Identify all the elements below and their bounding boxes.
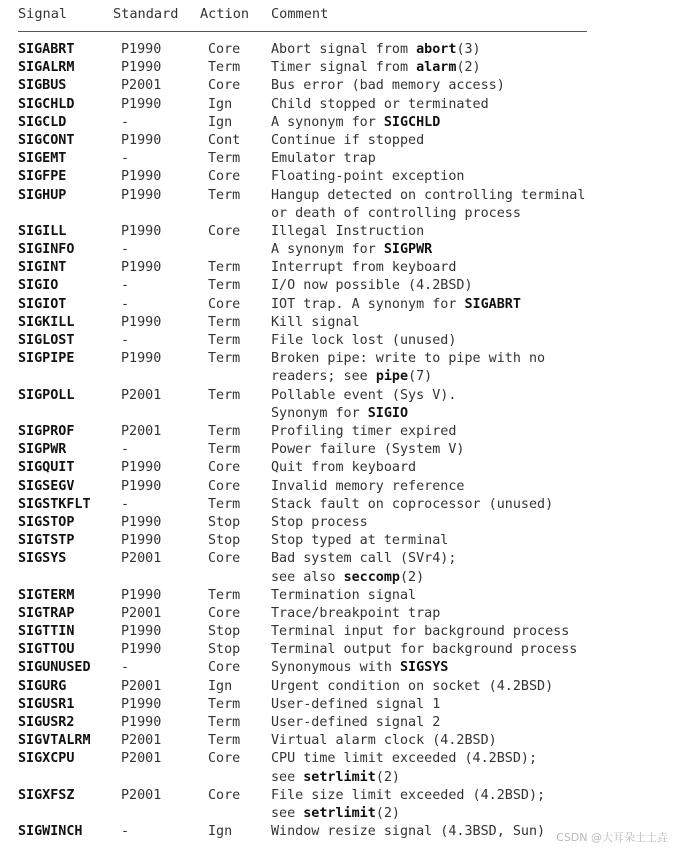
signal-name: SIGPROF [18,423,75,439]
action-cell: Term [208,333,241,349]
signal-name: SIGQUIT [18,460,75,476]
standard-cell: P1990 [121,533,162,549]
comment-text: Trace/breakpoint trap [271,605,441,621]
signal-name: SIGWINCH [18,824,83,840]
comment-text: Pollable event (Sys V). Synonym for [271,387,457,421]
comment-text: Stop process [271,514,368,530]
action-cell: Stop [208,514,241,530]
signal-name: SIGPOLL [18,387,75,403]
standard-cell: P1990 [121,696,162,712]
signal-name: SIGLOST [18,333,75,349]
action-cell: Core [208,78,241,94]
standard-cell: - [121,660,130,676]
table-row [0,623,676,641]
comment-cell [271,659,448,677]
standard-cell: - [121,278,130,294]
table-row [0,659,676,677]
standard-cell: - [121,151,130,167]
comment-cell [271,387,456,423]
table-row [0,532,676,550]
signal-name: SIGUSR1 [18,696,75,712]
standard-cell: P2001 [121,387,162,403]
table-row [0,241,676,259]
signal-name: SIGIOT [18,296,67,312]
table-row [0,496,676,514]
action-cell: Core [208,605,241,621]
standard-cell: P1990 [121,587,162,603]
standard-cell: P2001 [121,678,162,694]
signal-name: SIGTSTP [18,533,75,549]
comment-emphasis: abort [416,42,457,57]
comment-cell [271,787,545,823]
standard-cell: P2001 [121,605,162,621]
comment-cell [271,459,416,477]
comment-cell [271,350,545,386]
table-row [0,187,676,223]
signal-name: SIGUNUSED [18,660,91,676]
comment-cell [271,496,553,514]
comment-cell [271,314,360,332]
signal-name: SIGALRM [18,60,75,76]
header-signal: Signal [18,6,68,22]
table-row [0,732,676,750]
comment-text: A synonym for [271,114,384,130]
header-comment: Comment [271,6,329,22]
action-cell: Core [208,460,241,476]
comment-cell [271,623,569,641]
action-cell: Core [208,787,241,803]
table-row [0,77,676,95]
signal-name: SIGSTOP [18,514,75,530]
table-row [0,714,676,732]
comment-cell [271,296,521,314]
comment-cell [271,423,456,441]
comment-cell [271,823,545,841]
comment-text: Hangup detected on controlling terminal or death of controlling process [271,187,586,221]
signal-name: SIGTTIN [18,624,75,640]
standard-cell: P2001 [121,78,162,94]
table-row [0,168,676,186]
comment-text: Interrupt from keyboard [271,260,457,276]
comment-text: Bad system call (SVr4); see also [271,551,457,585]
standard-cell: P1990 [121,642,162,658]
comment-cell [271,187,585,223]
standard-cell: P2001 [121,423,162,439]
action-cell: Cont [208,132,241,148]
standard-cell: P2001 [121,551,162,567]
signal-name: SIGCLD [18,114,67,130]
comment-cell [271,223,424,241]
comment-text: Stop typed at terminal [271,533,449,549]
comment-cell [271,132,424,150]
standard-cell: P1990 [121,60,162,76]
signal-name: SIGTERM [18,587,75,603]
comment-cell [271,641,577,659]
action-cell: Term [208,278,241,294]
standard-cell: P1990 [121,169,162,185]
signal-name: SIGXFSZ [18,787,75,803]
signal-name: SIGFPE [18,169,67,185]
action-cell: Term [208,733,241,749]
comment-text: Terminal output for background process [271,642,578,658]
comment-emphasis: SIGCHLD [383,114,441,130]
signal-name: SIGCHLD [18,96,75,112]
table-row [0,605,676,623]
table-row [0,150,676,168]
action-cell: Term [208,496,241,512]
comment-text: Synonymous with [271,660,400,676]
comment-text: Window resize signal (4.3BSD, Sun) [271,824,546,840]
comment-text: Timer signal from [271,60,417,76]
action-cell: Core [208,296,241,312]
standard-cell: P1990 [121,260,162,276]
comment-text: Quit from keyboard [271,460,417,476]
table-row [0,478,676,496]
comment-text: (2) [375,769,400,785]
action-cell: Stop [208,642,241,658]
action-cell: Term [208,351,241,367]
signal-name: SIGEMT [18,151,67,167]
action-cell: Term [208,187,241,203]
comment-text: Urgent condition on socket (4.2BSD) [271,678,554,694]
action-cell: Ign [208,114,233,130]
action-cell: Stop [208,533,241,549]
signal-name: SIGURG [18,678,67,694]
comment-text: User-defined signal 1 [271,696,441,712]
comment-cell [271,550,456,586]
signal-name: SIGSEGV [18,478,75,494]
comment-emphasis: SIGIO [367,405,409,421]
signal-name: SIGSTKFLT [18,496,91,512]
standard-cell: P1990 [121,96,162,112]
comment-text: Power failure (System V) [271,442,465,458]
standard-cell: - [121,242,130,258]
action-cell: Ign [208,678,233,694]
comment-text: Bus error (bad memory access) [271,78,505,94]
comment-cell [271,750,537,786]
comment-emphasis: SIGABRT [464,296,521,312]
comment-cell [271,732,497,750]
comment-cell [271,332,456,350]
comment-text: Profiling timer expired [271,423,457,439]
standard-cell: P1990 [121,478,162,494]
table-row [0,314,676,332]
signal-name: SIGINFO [18,242,75,258]
action-cell: Term [208,387,241,403]
table-row [0,96,676,114]
table-row [0,296,676,314]
comment-text: (7) [408,369,433,385]
comment-cell [271,96,489,114]
comment-cell [271,696,440,714]
comment-text: Child stopped or terminated [271,96,489,112]
action-cell: Term [208,423,241,439]
table-row [0,114,676,132]
signal-name: SIGKILL [18,314,75,330]
comment-emphasis: alarm [416,60,457,76]
table-row [0,387,676,423]
comment-cell [271,441,464,459]
signal-name: SIGTTOU [18,642,75,658]
comment-text: Broken pipe: write to pipe with no readers; see [271,351,546,385]
standard-cell: P1990 [121,351,162,367]
standard-cell: P1990 [121,314,162,330]
action-cell: Core [208,660,241,676]
comment-text: File size limit exceeded (4.2BSD); see [271,787,546,821]
comment-cell [271,714,440,732]
action-cell: Term [208,60,241,76]
comment-emphasis: SIGPWR [383,242,433,258]
watermark: CSDN @大耳朵土土垚 [556,831,668,844]
comment-text: Abort signal from [271,42,417,57]
table-row [0,41,676,59]
signal-name: SIGSYS [18,551,67,567]
standard-cell: P1990 [121,624,162,640]
action-cell: Term [208,696,241,712]
table-row [0,459,676,477]
comment-cell [271,605,440,623]
comment-cell [271,587,416,605]
comment-cell [271,41,481,59]
comment-cell [271,478,464,496]
comment-cell [271,259,456,277]
signal-name: SIGABRT [18,42,75,57]
comment-text: IOT trap. A synonym for [271,296,465,312]
standard-cell: P2001 [121,733,162,749]
comment-emphasis: setrlimit [303,769,376,785]
standard-cell: P1990 [121,514,162,530]
signal-name: SIGTRAP [18,605,75,621]
action-cell: Core [208,169,241,185]
action-cell: Stop [208,624,241,640]
action-cell: Core [208,551,241,567]
signal-table-body [0,41,676,841]
action-cell: Term [208,715,241,730]
comment-text: Stack fault on coprocessor (unused) [271,496,554,512]
header-standard: Standard [113,6,179,22]
action-cell: Term [208,442,241,458]
table-row [0,750,676,786]
comment-cell [271,514,368,532]
table-row [0,787,676,823]
table-row [0,514,676,532]
table-row [0,223,676,241]
signal-name: SIGUSR2 [18,715,75,730]
comment-cell [271,150,376,168]
action-cell: Term [208,151,241,167]
comment-text: Illegal Instruction [271,223,425,239]
comment-text: (2) [400,569,425,585]
signal-name: SIGILL [18,223,67,239]
comment-text: Termination signal [271,587,417,603]
table-row [0,587,676,605]
comment-cell [271,241,432,259]
signal-name: SIGCONT [18,132,75,148]
comment-text: Terminal input for background process [271,624,570,640]
action-cell: Core [208,751,241,767]
standard-cell: P1990 [121,223,162,239]
table-row [0,441,676,459]
comment-text: Virtual alarm clock (4.2BSD) [271,733,497,749]
action-cell: Term [208,587,241,603]
comment-text: (2) [375,805,400,821]
comment-text: (3) [456,42,481,57]
table-row [0,59,676,77]
table-row [0,332,676,350]
comment-cell [271,168,464,186]
table-row [0,277,676,295]
standard-cell: P1990 [121,715,162,730]
comment-cell [271,532,448,550]
table-row [0,678,676,696]
table-row [0,550,676,586]
standard-cell: - [121,296,130,312]
standard-cell: - [121,442,130,458]
comment-cell [271,59,481,77]
standard-cell: - [121,114,130,130]
comment-text: A synonym for [271,242,384,258]
action-cell: Core [208,42,241,57]
comment-emphasis: SIGSYS [400,660,449,676]
table-row [0,259,676,277]
comment-text: Continue if stopped [271,132,425,148]
table-row [0,696,676,714]
comment-cell [271,678,553,696]
action-cell: Ign [208,824,233,840]
action-cell: Term [208,314,241,330]
signal-name: SIGVTALRM [18,733,91,749]
signal-name: SIGBUS [18,78,67,94]
standard-cell: P1990 [121,460,162,476]
table-row [0,641,676,659]
table-row [0,132,676,150]
comment-emphasis: seccomp [343,569,400,585]
comment-text: Floating-point exception [271,169,465,185]
comment-text: File lock lost (unused) [271,333,457,349]
standard-cell: P2001 [121,787,162,803]
standard-cell: P1990 [121,42,162,57]
signal-name: SIGHUP [18,187,67,203]
action-cell: Core [208,478,241,494]
table-header [0,6,676,24]
header-action: Action [200,6,250,22]
comment-text: Invalid memory reference [271,478,465,494]
comment-text: Kill signal [271,314,360,330]
comment-cell [271,77,505,95]
signal-name: SIGPWR [18,442,67,458]
comment-text: User-defined signal 2 [271,715,441,730]
comment-cell [271,114,440,132]
standard-cell: - [121,824,130,840]
comment-text: Emulator trap [271,151,376,167]
standard-cell: P1990 [121,187,162,203]
table-row [0,423,676,441]
standard-cell: - [121,496,130,512]
signal-name: SIGINT [18,260,67,276]
comment-text: CPU time limit exceeded (4.2BSD); see [271,751,538,785]
standard-cell: P2001 [121,751,162,767]
standard-cell: P1990 [121,132,162,148]
standard-cell: - [121,333,130,349]
signal-name: SIGIO [18,278,59,294]
signal-name: SIGXCPU [18,751,75,767]
action-cell: Ign [208,96,233,112]
table-row [0,350,676,386]
signal-name: SIGPIPE [18,351,75,367]
comment-emphasis: pipe [375,369,409,385]
action-cell: Core [208,223,241,239]
comment-text: (2) [456,60,481,76]
comment-emphasis: setrlimit [303,805,376,821]
comment-text: I/O now possible (4.2BSD) [271,278,473,294]
header-divider [18,31,587,32]
comment-cell [271,277,473,295]
action-cell: Term [208,260,241,276]
